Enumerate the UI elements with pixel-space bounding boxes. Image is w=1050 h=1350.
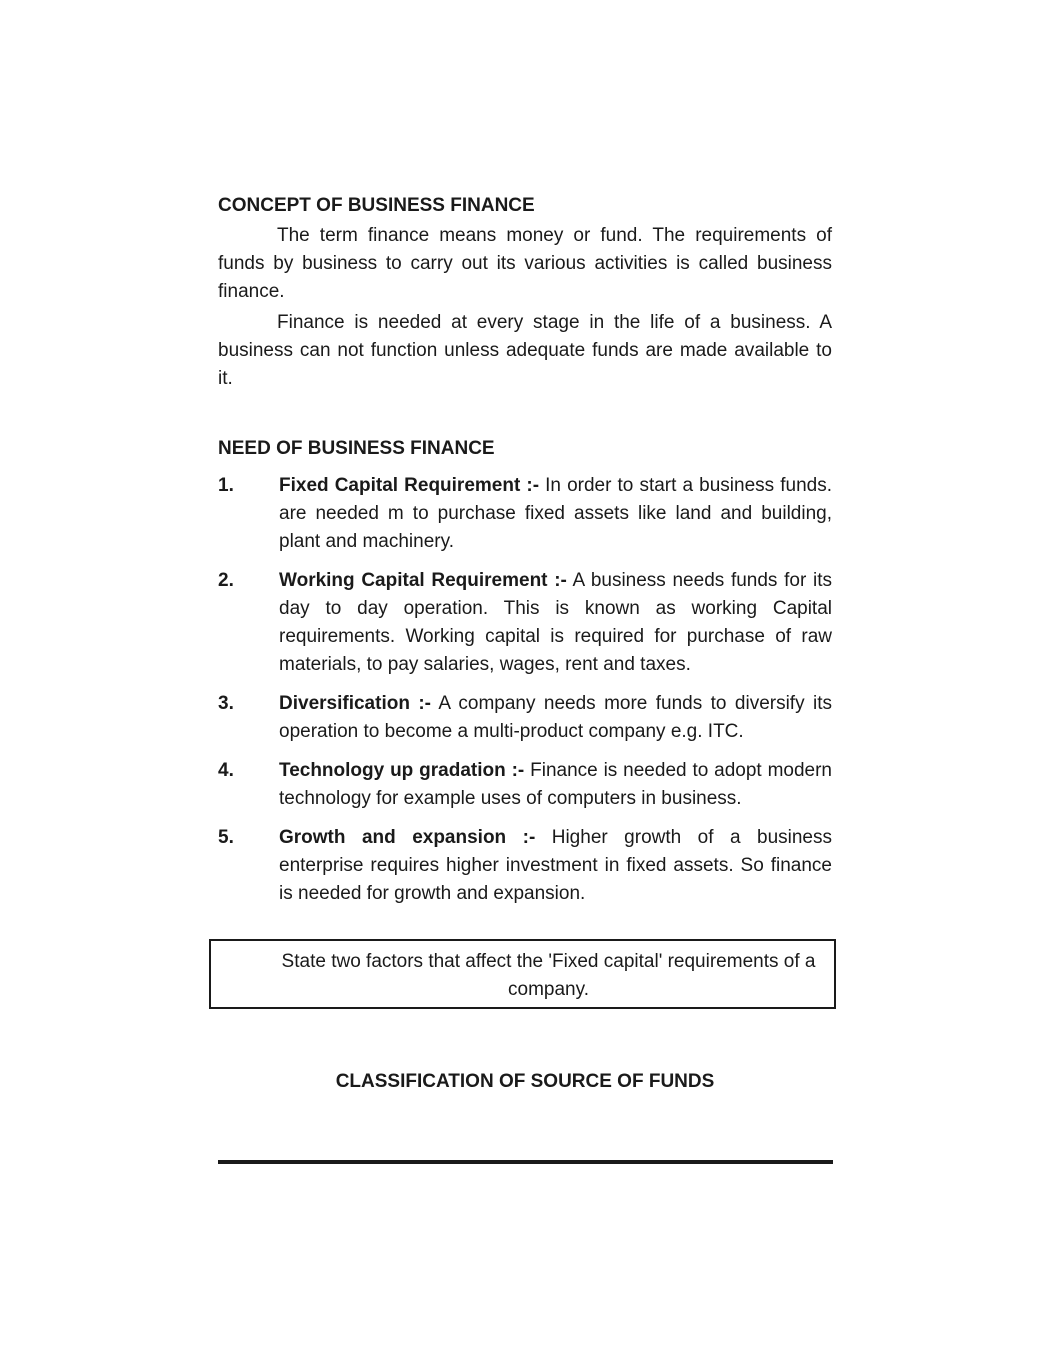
need-item-growth bbox=[218, 824, 832, 908]
concept-paragraph-2: Finance is needed at every stage in the life of a business. A business can not function unless adequate funds are made available to it. bbox=[218, 312, 832, 389]
item-number: 3. bbox=[218, 693, 234, 714]
item-number: 2. bbox=[218, 570, 234, 591]
page-content bbox=[218, 193, 832, 919]
item-text: Finance is needed to adopt modern technology for example uses of computers in business. bbox=[279, 760, 832, 809]
need-item-technology bbox=[218, 757, 832, 813]
item-title: Diversification :- bbox=[279, 693, 431, 714]
item-number: 4. bbox=[218, 760, 234, 781]
item-title: Fixed Capital Requirement :- bbox=[279, 475, 540, 496]
item-text: A company needs more funds to diversify its operation to become a multi-product company e.g. ITC. bbox=[279, 693, 832, 742]
need-item-working-capital bbox=[218, 567, 832, 679]
item-title: Technology up gradation :- bbox=[279, 760, 525, 781]
need-item-diversification bbox=[218, 690, 832, 746]
question-text: State two factors that affect the 'Fixed capital' requirements of a company. bbox=[281, 951, 816, 1000]
divider-rule bbox=[218, 1160, 833, 1164]
classification-heading: CLASSIFICATION OF SOURCE OF FUNDS bbox=[335, 1071, 715, 1092]
concept-heading: CONCEPT OF BUSINESS FINANCE bbox=[218, 195, 535, 216]
item-number: 5. bbox=[218, 827, 234, 848]
item-text: A business needs funds for its day to day operation. This is known as working Capital requirements. Working capital is required for purchase of raw materials, to pay salaries, wages, rent and taxes. bbox=[279, 570, 832, 675]
item-text: In order to start a business funds. are needed m to purchase fixed assets like land and building, plant and machinery. bbox=[279, 475, 832, 552]
concept-paragraph-1: The term finance means money or fund. The requirements of funds by business to carry out its various activities is called business finance. bbox=[218, 225, 832, 302]
item-text: Higher growth of a business enterprise requires higher investment in fixed assets. So finance is needed for growth and expansion. bbox=[279, 827, 832, 904]
question-box bbox=[209, 939, 836, 1009]
item-title: Growth and expansion :- bbox=[279, 827, 536, 848]
item-title: Working Capital Requirement :- bbox=[279, 570, 567, 591]
item-number: 1. bbox=[218, 475, 234, 496]
need-item-fixed-capital bbox=[218, 472, 832, 556]
need-heading: NEED OF BUSINESS FINANCE bbox=[218, 438, 495, 459]
